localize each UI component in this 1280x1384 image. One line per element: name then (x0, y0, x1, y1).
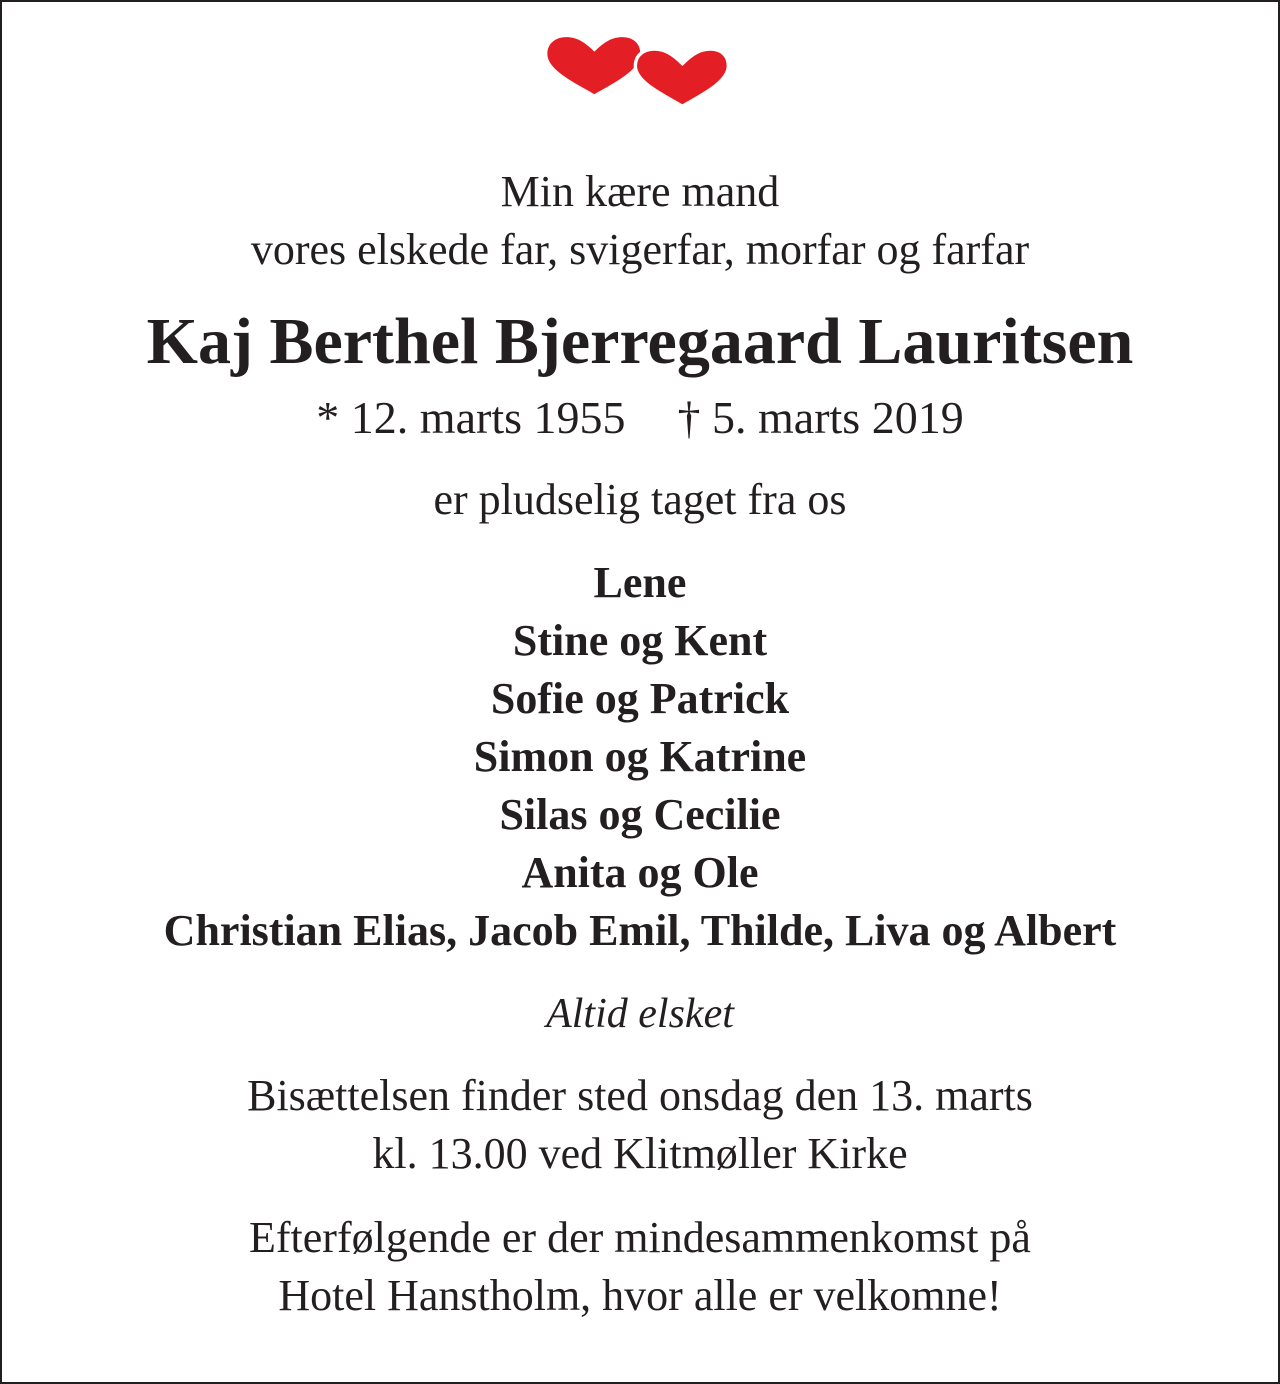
funeral-line-1: Bisættelsen finder sted onsdag den 13. marts (247, 1071, 1033, 1120)
two-hearts-icon (540, 34, 740, 142)
intro-line-1: Min kære mand (500, 167, 780, 216)
death-date: † 5. marts 2019 (677, 392, 964, 443)
birth-date: * 12. marts 1955 (316, 392, 626, 443)
family-name: Lene (593, 558, 687, 607)
family-name: Stine og Kent (512, 616, 768, 665)
family-grandchildren: Christian Elias, Jacob Emil, Thilde, Liva og Albert (163, 906, 1117, 955)
family-name: Simon og Katrine (473, 732, 807, 781)
life-dates (0, 390, 1280, 446)
family-name: Silas og Cecilie (499, 790, 781, 839)
heart-left (547, 37, 640, 94)
message-text: er pludselig taget fra os (433, 475, 847, 524)
closing-text: Altid elsket (546, 991, 734, 1037)
intro-line-2: vores elskede far, svigerfar, morfar og farfar (250, 225, 1030, 274)
deceased-name: Kaj Berthel Bjerregaard Lauritsen (146, 305, 1134, 378)
gathering-line-2: Hotel Hanstholm, hvor alle er velkomne! (278, 1271, 1002, 1320)
family-name: Anita og Ole (521, 848, 759, 897)
funeral-line-2: kl. 13.00 ved Klitmøller Kirke (372, 1129, 908, 1178)
heart-right (635, 49, 728, 106)
family-name: Sofie og Patrick (490, 674, 790, 723)
gathering-line-1: Efterfølgende er der mindesammenkomst på (249, 1213, 1031, 1262)
